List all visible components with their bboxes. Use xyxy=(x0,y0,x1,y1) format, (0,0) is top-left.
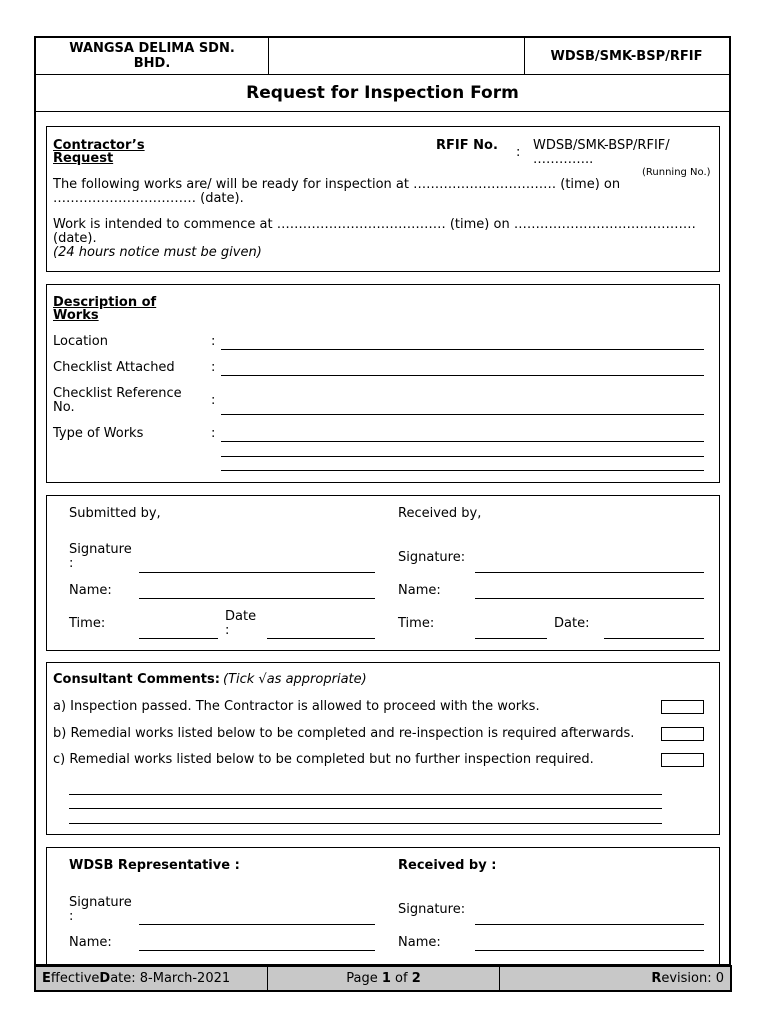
rfif-value-1: WDSB/SMK-BSP/RFIF/ xyxy=(533,138,670,153)
remarks-line-2[interactable] xyxy=(69,808,662,809)
type-of-works-field-2[interactable] xyxy=(221,456,704,457)
effective-date xyxy=(36,967,268,990)
running-no-label: (Running No.) xyxy=(642,167,711,178)
effective-rest1: ffective xyxy=(50,971,100,986)
description-section xyxy=(46,284,720,483)
rep-receive-name-label: Name: xyxy=(398,935,441,950)
submit-date-label-1: Date xyxy=(225,609,257,624)
consultant-instruction: (Tick √as appropriate) xyxy=(223,672,367,687)
form-code: WDSB/SMK-BSP/RFIF xyxy=(550,48,703,64)
description-heading-2: Works xyxy=(53,308,99,323)
page-num: 1 xyxy=(381,971,391,986)
submit-time-field[interactable] xyxy=(139,638,218,639)
receive-signature-field[interactable] xyxy=(475,572,704,573)
type-of-works-field-1[interactable] xyxy=(221,441,704,442)
location-field[interactable] xyxy=(221,349,704,350)
consultant-heading: Consultant Comments: xyxy=(53,672,220,687)
option-b-checkbox[interactable] xyxy=(661,727,704,741)
rfif-label: RFIF No. xyxy=(436,138,498,153)
checklist-attached-label: Checklist Attached xyxy=(53,360,175,375)
type-of-works-label: Type of Works xyxy=(53,426,144,441)
rep-name-label: Name: xyxy=(69,935,112,950)
checklist-ref-label-1: Checklist Reference xyxy=(53,386,182,401)
commence-text-1: Work is intended to commence at ………………………………… (time) on …………………………………… xyxy=(53,217,696,232)
page-mid: of xyxy=(390,971,412,986)
rep-name-field[interactable] xyxy=(139,950,375,951)
revision-r: R xyxy=(651,971,662,986)
checklist-ref-field[interactable] xyxy=(221,414,704,415)
remarks-line-3[interactable] xyxy=(69,823,662,824)
option-c-checkbox[interactable] xyxy=(661,753,704,767)
page-total: 2 xyxy=(411,971,421,986)
footer-bar xyxy=(34,965,732,992)
checklist-ref-colon: : xyxy=(211,393,216,408)
effective-e: E xyxy=(42,971,51,986)
company-name: WANGSA DELIMA SDN. BHD. xyxy=(69,41,235,71)
type-of-works-colon: : xyxy=(211,426,216,441)
form-code-cell xyxy=(524,38,729,74)
option-c-text: c) Remedial works listed below to be completed but no further inspection required. xyxy=(53,752,594,767)
submit-signature-label-1: Signature xyxy=(69,542,132,557)
type-of-works-field-3[interactable] xyxy=(221,470,704,471)
company-name-cell xyxy=(36,38,269,74)
submitted-by-label: Submitted by, xyxy=(69,506,161,521)
rep-signature-label-2: : xyxy=(69,909,74,924)
commence-text-2: (date). xyxy=(53,231,97,246)
receive-name-label: Name: xyxy=(398,583,441,598)
header-middle-cell xyxy=(268,38,525,74)
rep-received-by-label: Received by : xyxy=(398,858,497,873)
receive-date-field[interactable] xyxy=(604,638,704,639)
form-title: Request for Inspection Form xyxy=(246,83,519,103)
receive-signature-label: Signature: xyxy=(398,550,466,565)
page-pre: Page xyxy=(346,971,382,986)
rfif-colon: : xyxy=(516,145,521,160)
contractor-heading-2: Request xyxy=(53,151,114,166)
submit-date-field[interactable] xyxy=(267,638,375,639)
revision xyxy=(500,967,730,990)
submit-name-field[interactable] xyxy=(139,598,375,599)
checklist-attached-colon: : xyxy=(211,360,216,375)
description-heading-1: Description of xyxy=(53,295,157,310)
submit-signature-label-2: : xyxy=(69,556,74,571)
submit-name-label: Name: xyxy=(69,583,112,598)
submit-signature-field[interactable] xyxy=(139,572,375,573)
location-colon: : xyxy=(211,334,216,349)
rep-signature-field[interactable] xyxy=(139,924,375,925)
receive-date-label: Date: xyxy=(554,616,590,631)
page-number xyxy=(268,967,500,990)
effective-rest2: ate: 8-March-2021 xyxy=(110,971,231,986)
wdsb-rep-label: WDSB Representative : xyxy=(69,858,240,873)
ready-text-1: The following works are/ will be ready for inspection at …………………………… (time) on xyxy=(53,177,621,192)
submit-date-label-2: : xyxy=(225,623,230,638)
rep-receive-signature-label: Signature: xyxy=(398,902,466,917)
checklist-ref-label-2: No. xyxy=(53,400,75,415)
submit-time-label: Time: xyxy=(69,616,106,631)
receive-time-label: Time: xyxy=(398,616,435,631)
receive-name-field[interactable] xyxy=(475,598,704,599)
contractor-heading-1: Contractor’s xyxy=(53,138,145,153)
option-a-checkbox[interactable] xyxy=(661,700,704,714)
rep-receive-name-field[interactable] xyxy=(475,950,704,951)
remarks-line-1[interactable] xyxy=(69,794,662,795)
consultant-section xyxy=(46,662,720,835)
location-label: Location xyxy=(53,334,108,349)
revision-rest: evision: 0 xyxy=(661,971,724,986)
received-by-label: Received by, xyxy=(398,506,482,521)
option-a-text: a) Inspection passed. The Contractor is allowed to proceed with the works. xyxy=(53,699,540,714)
rfif-value-2: ………….. xyxy=(533,152,594,167)
notice-text: (24 hours notice must be given) xyxy=(53,245,262,260)
title-divider xyxy=(36,111,729,112)
checklist-attached-field[interactable] xyxy=(221,375,704,376)
option-b-text: b) Remedial works listed below to be completed and re-inspection is required afterwards. xyxy=(53,726,635,741)
rep-receive-signature-field[interactable] xyxy=(475,924,704,925)
receive-time-field[interactable] xyxy=(475,638,547,639)
effective-d: D xyxy=(99,971,111,986)
ready-text-2: …………………………… (date). xyxy=(53,191,244,206)
rep-signature-label-1: Signature xyxy=(69,895,132,910)
